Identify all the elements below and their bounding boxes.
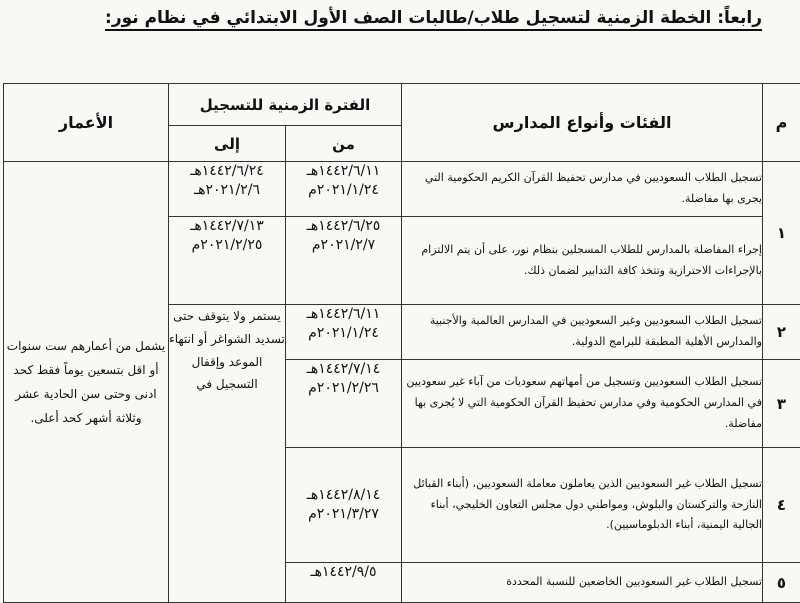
header-categories: الفئات وأنواع المدارس	[402, 84, 763, 162]
to-date	[169, 217, 286, 305]
registration-schedule-table	[3, 83, 800, 603]
header-registration-period: الفترة الزمنية للتسجيل	[169, 84, 402, 126]
row-category: تسجيل الطلاب السعوديين وغير السعوديين في المدارس العالمية والأجنبية والمدارس الأهلية المطبقة للبرامج الدولية.	[402, 305, 763, 360]
row-number: ٢	[763, 305, 800, 360]
from-date-gregorian: ٢٠٢١/١/٢٤م	[286, 324, 401, 343]
row-category: إجراء المفاضلة بالمدارس للطلاب المسجلين بنظام نور، على أن يتم الالتزام بالإجراءات الاحترازية وتتخذ كافة التدابير لضمان ذلك.	[402, 217, 763, 305]
from-date-hijri: ١٤٤٢/٦/٢٥هـ	[286, 217, 401, 236]
row-number: ٥	[763, 563, 800, 603]
row-category: تسجيل الطلاب السعوديين في مدارس تحفيظ القرآن الكريم الحكومية التي يجرى بها مفاضلة.	[402, 162, 763, 217]
from-date-hijri: ١٤٤٢/٦/١١هـ	[286, 162, 401, 181]
header-number: م	[763, 84, 800, 162]
row-category: تسجيل الطلاب غير السعوديين الخاضعين للنسبة المحددة	[402, 563, 763, 603]
from-date-gregorian: ٢٠٢١/١/٢٤م	[286, 181, 401, 200]
from-date	[286, 305, 402, 360]
from-date-gregorian: ٢٠٢١/٢/٧م	[286, 236, 401, 255]
header-ages: الأعمار	[4, 84, 169, 162]
continuing-registration-note: يستمر ولا يتوقف حتى تسديد الشواغر أو انتهاء الموعد وإقفال التسجيل في	[169, 305, 286, 603]
row-category: تسجيل الطلاب السعوديين وتسجيل من أمهاتهم سعوديات من آباء غير سعوديين في المدارس الحكومية وفي مدارس تحفيظ القرآن الحكومية التي لا يُجرى بها مفاضلة.	[402, 360, 763, 448]
from-date-hijri: ١٤٤٢/٧/١٤هـ	[286, 360, 401, 379]
from-date	[286, 217, 402, 305]
row-number: ٤	[763, 448, 800, 563]
table-row	[4, 162, 800, 217]
to-date	[169, 162, 286, 217]
row-number: ١	[763, 162, 800, 305]
from-date-hijri: ١٤٤٢/٦/١١هـ	[286, 305, 401, 324]
document-heading: رابعاً: الخطة الزمنية لتسجيل طلاب/طالبات الصف الأول الابتدائي في نظام نور:	[105, 8, 762, 31]
row-number: ٣	[763, 360, 800, 448]
from-date	[286, 360, 402, 448]
header-to: إلى	[169, 126, 286, 162]
from-date-gregorian: ٢٠٢١/٢/٢٦م	[286, 379, 401, 398]
to-date-hijri: ١٤٤٢/٦/٢٤هـ	[169, 162, 285, 181]
row-category: تسجيل الطلاب غير السعوديين الذين يعاملون معاملة السعوديين، (أبناء القبائل النازحة والتركستان والبلوش، ومواطني دول مجلس التعاون الخليجي، أبناء الجالية اليمنية، أبناء الدبلوماسيين).	[402, 448, 763, 563]
ages-note: يشمل من أعمارهم ست سنوات أو اقل بتسعين يوماً فقط كحد ادنى وحتى سن الحادية عشر وثلاثة أشهر كحد أعلى.	[4, 162, 169, 603]
to-date-gregorian: ٢٠٢١/٢/٦هـ	[169, 181, 285, 200]
header-from: من	[286, 126, 402, 162]
to-date-hijri: ١٤٤٢/٧/١٣هـ	[169, 217, 285, 236]
from-date	[286, 162, 402, 217]
from-date-gregorian: ٢٠٢١/٣/٢٧م	[286, 505, 401, 524]
to-date-gregorian: ٢٠٢١/٢/٢٥م	[169, 236, 285, 255]
from-date	[286, 563, 402, 603]
from-date-hijri: ١٤٤٢/٩/٥هـ	[286, 563, 401, 582]
from-date-hijri: ١٤٤٢/٨/١٤هـ	[286, 486, 401, 505]
from-date	[286, 448, 402, 563]
